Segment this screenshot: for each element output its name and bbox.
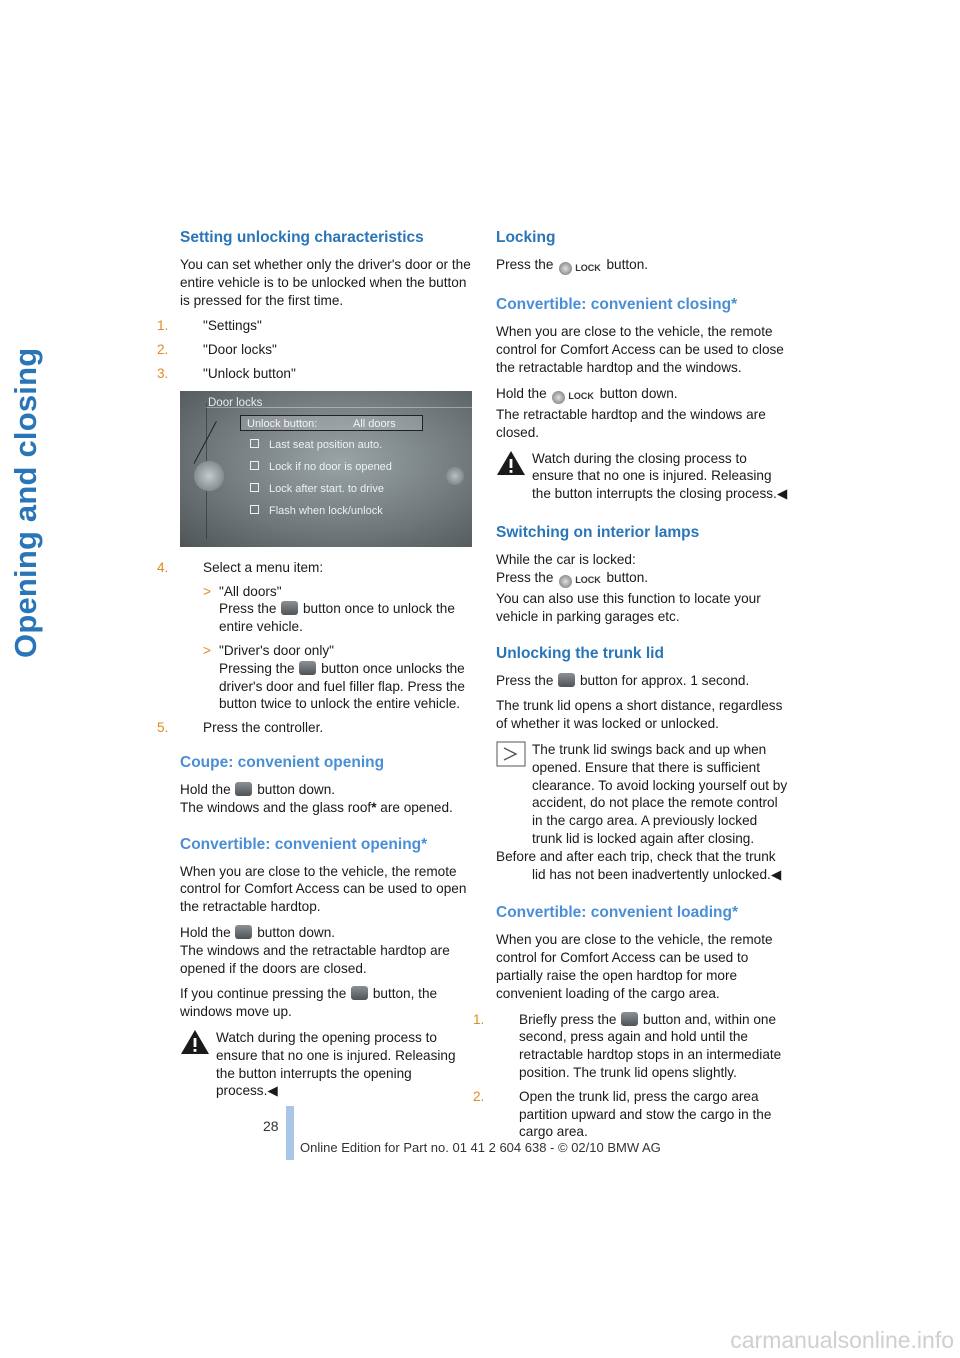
paragraph-trunk-opens: The trunk lid opens a short distance, regardless of whether it was locked or unlocked. <box>496 698 783 732</box>
lock-button-icon: LOCK <box>552 388 594 406</box>
bullet-drivers-door: > "Driver's door only" Pressing the button once unlocks the driver's door and fuel filler flap. Press the button twice to unlock the entire vehicle. <box>203 642 465 712</box>
screen-option: Lock if no door is opened <box>250 459 392 477</box>
heading-convertible-opening: Convertible: convenient opening* <box>180 835 428 853</box>
step-5: 5. Press the controller. <box>157 720 324 736</box>
heading-convertible-closing: Convertible: convenient closing* <box>496 296 738 314</box>
left-column <box>157 228 472 1110</box>
door-locks-screen-image <box>180 391 472 547</box>
step-4: 4. Select a menu item: <box>157 559 324 575</box>
footer-text: Online Edition for Part no. 01 41 2 604 638 - © 02/10 BMW AG <box>300 1140 661 1155</box>
warning-icon <box>496 450 526 476</box>
unlock-button-icon <box>235 782 252 796</box>
paragraph-trunk-press: Press the button for approx. 1 second. <box>496 672 750 688</box>
trunk-button-icon <box>621 1012 638 1026</box>
watermark: carmanualsonline.info <box>730 1327 954 1353</box>
lock-button-icon: LOCK <box>559 572 601 590</box>
paragraph-coupe: Hold the button down. The windows and the glass roof* are opened. <box>180 781 453 815</box>
loading-step-1: 1. Briefly press the button and, within one second, press again and hold until the retractable hardtop stops in an intermediate position. The trunk lid opens slightly. <box>473 1011 782 1080</box>
step-3: 3. "Unlock button" <box>157 365 296 381</box>
unlock-button-icon <box>281 601 298 615</box>
trunk-button-icon <box>558 673 575 687</box>
screen-header: Door locks <box>208 396 263 409</box>
paragraph-continue: If you continue pressing the button, the windows move up. <box>180 986 438 1020</box>
screen-selected-row: Unlock button: All doors <box>240 415 423 431</box>
bullet-all-doors: > "All doors" Press the button once to unlock the entire vehicle. <box>203 583 455 635</box>
screen-option: Lock after start. to drive <box>250 481 384 499</box>
unlock-button-icon <box>351 986 368 1000</box>
paragraph-loading-intro: When you are close to the vehicle, the remote control for Comfort Access can be used to partially raise the open hardtop for more convenient loading of the cargo area. <box>496 932 773 1001</box>
unlock-button-icon <box>299 661 316 675</box>
warning-closing: Watch during the closing process to ensure that no one is injured. Releasing the button interrupts the closing process.◀ <box>496 450 788 503</box>
paragraph-interior-lamps: While the car is locked: Press the LOCK button. You can also use this function to locate your vehicle in parking garages etc. <box>496 551 761 624</box>
step-2: 2. "Door locks" <box>157 342 277 358</box>
screen-option: Last seat position auto. <box>250 437 382 455</box>
right-column <box>473 228 788 1147</box>
page-number: 28 <box>263 1118 279 1134</box>
paragraph-closing-intro: When you are close to the vehicle, the remote control for Comfort Access can be used to close the retractable hardtop and the windows. <box>496 324 784 375</box>
paragraph-closing-hold: Hold the LOCK button down. The retractable hardtop and the windows are closed. <box>496 385 766 440</box>
heading-convertible-loading: Convertible: convenient loading* <box>496 904 738 922</box>
heading-interior-lamps: Switching on interior lamps <box>496 523 700 541</box>
unlock-button-icon <box>235 925 252 939</box>
controller-knob-icon <box>194 461 224 491</box>
loading-step-2: 2. Open the trunk lid, press the cargo area partition upward and stow the cargo in the cargo area. <box>473 1088 772 1140</box>
warning-opening: Watch during the opening process to ensure that no one is injured. Releasing the button interrupts the opening process.◀ <box>180 1029 472 1100</box>
lock-button-icon: LOCK <box>559 259 601 277</box>
paragraph-locking: Press the LOCK button. <box>496 256 788 277</box>
heading-locking: Locking <box>496 229 556 246</box>
paragraph-comfort-access: When you are close to the vehicle, the remote control for Comfort Access can be used to open the retractable hardtop. <box>180 863 467 915</box>
knob-icon <box>446 467 464 485</box>
heading-trunk-lid: Unlocking the trunk lid <box>496 644 664 662</box>
chapter-title: Opening and closing <box>8 347 43 658</box>
paragraph-hold: Hold the button down. The windows and the retractable hardtop are opened if the doors are closed. <box>180 924 450 976</box>
note-icon <box>496 741 526 767</box>
paragraph-intro: You can set whether only the driver's door or the entire vehicle is to be unlocked when the button is pressed for the first time. <box>180 257 471 308</box>
heading-setting-unlocking: Setting unlocking characteristics <box>180 229 424 246</box>
step-1: 1. "Settings" <box>157 318 262 334</box>
screen-option: Flash when lock/unlock <box>250 503 383 521</box>
footer-bar <box>286 1106 294 1160</box>
note-trunk: The trunk lid swings back and up when opened. Ensure that there is sufficient clearance. To avoid locking yourself out by accident, do not place the remote control in the cargo area. A previously locked trunk lid is locked again after closing. Before and after each trip, check that the trunk lid has not been inadvertently unlocked.◀ <box>496 742 788 882</box>
heading-coupe-opening: Coupe: convenient opening <box>180 753 385 771</box>
warning-icon <box>180 1029 210 1055</box>
